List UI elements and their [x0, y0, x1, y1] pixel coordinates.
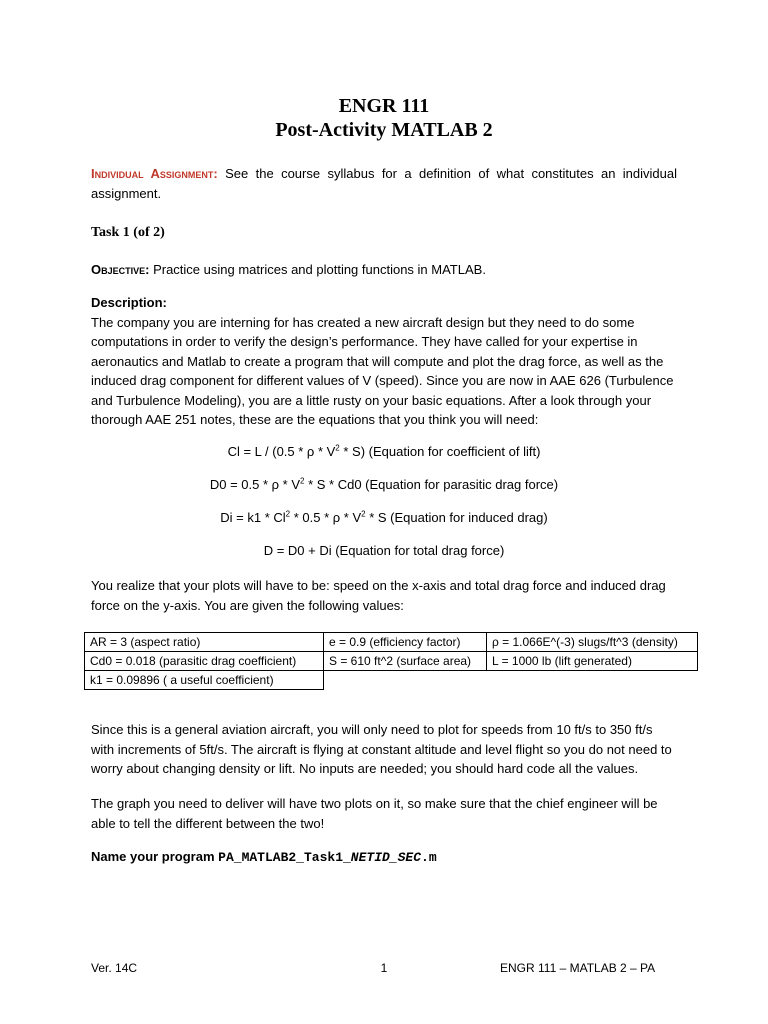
- superscript: 2: [285, 509, 291, 519]
- superscript: 2: [300, 476, 305, 486]
- equation-part: * S) (Equation for coefficient of lift): [343, 444, 541, 459]
- equation-parasitic-drag: [0, 477, 768, 492]
- table-cell: Cd0 = 0.018 (parasitic drag coefficient): [85, 652, 324, 671]
- equation-induced-drag: [0, 510, 768, 525]
- superscript: 2: [335, 443, 340, 453]
- table-row: [85, 633, 698, 652]
- objective-text: Practice using matrices and plotting functions in MATLAB.: [153, 262, 486, 277]
- code-part: PA_MATLAB2_Task1_: [218, 850, 351, 865]
- table-cell-empty: [487, 671, 698, 690]
- individual-assignment-text: See the course syllabus for a definition of what constitutes an individual assignment.: [91, 166, 677, 201]
- plots-paragraph: You realize that your plots will have to be: speed on the x-axis and total drag force and induced drag force on the y-axis. You are given the following values:: [91, 578, 666, 613]
- equation-part: * S (Equation for induced drag): [369, 510, 548, 525]
- equation-total-drag: D = D0 + Di (Equation for total drag force): [263, 543, 505, 558]
- program-name-label: Name your program: [91, 849, 215, 864]
- equation-part: D0 = 0.5 * ρ * V: [209, 477, 301, 492]
- task-heading: Task 1 (of 2): [91, 225, 165, 240]
- objective-paragraph: [91, 260, 677, 280]
- table-cell-empty: [324, 671, 487, 690]
- superscript: 2: [361, 509, 366, 519]
- individual-assignment-label: Individual Assignment:: [91, 166, 218, 181]
- table-cell: ρ = 1.066E^(-3) slugs/ft^3 (density): [487, 633, 698, 652]
- equation-part: Di = k1 * Cl: [220, 510, 286, 525]
- table-cell: AR = 3 (aspect ratio): [85, 633, 324, 652]
- general-aviation-paragraph: Since this is a general aviation aircraft, you will only need to plot for speeds from 10 ft/s to 350 ft/s with increments of 5ft/s. The aircraft is flying at constant altitude and level flight so you do not need to worry about changing density or lift. No inputs are needed; you should hard code all the values.: [91, 722, 672, 776]
- assignment-title: Post-Activity MATLAB 2: [275, 119, 493, 141]
- footer-course: ENGR 111 – MATLAB 2 – PA: [500, 961, 656, 975]
- description-paragraph: [91, 293, 677, 430]
- equation-lift-coefficient: [0, 444, 768, 459]
- table-cell: L = 1000 lb (lift generated): [487, 652, 698, 671]
- footer-page-number: 1: [380, 961, 388, 975]
- code-part: NETID_SEC: [350, 850, 422, 865]
- table-row: [85, 652, 698, 671]
- course-title: ENGR 111: [338, 95, 430, 117]
- equation-part: Cl = L / (0.5 * ρ * V: [227, 444, 336, 459]
- equation-part: * 0.5 * ρ * V: [293, 510, 362, 525]
- program-name-paragraph: [91, 847, 677, 868]
- values-table: [84, 632, 698, 690]
- code-part: .m: [421, 850, 437, 865]
- description-text: The company you are interning for has created a new aircraft design but they need to do some computations in order to verify the design’s performance. They have called for your expertise in aeronautics and Matlab to create a program that will compute and plot the drag force, as well as the induced drag component for different values of V (speed). Since you are now in AAE 626 (Turbulence and Turbulence Modeling), you are a little rusty on your basic equations. After a look through your thorough AAE 251 notes, these are the equations that you think you will need:: [91, 314, 674, 427]
- individual-assignment-paragraph: [91, 164, 677, 203]
- footer-version: Ver. 14C: [91, 961, 138, 975]
- program-name-code: [218, 850, 436, 865]
- objective-label: Objective:: [91, 262, 150, 277]
- description-label: Description:: [91, 295, 167, 310]
- table-cell: k1 = 0.09896 ( a useful coefficient): [85, 671, 324, 690]
- graph-paragraph: The graph you need to deliver will have two plots on it, so make sure that the chief engineer will be able to tell the different between the two!: [91, 796, 658, 831]
- equation-part: * S * Cd0 (Equation for parasitic drag force): [308, 477, 559, 492]
- table-row: [85, 671, 698, 690]
- table-cell: e = 0.9 (efficiency factor): [324, 633, 487, 652]
- table-cell: S = 610 ft^2 (surface area): [324, 652, 487, 671]
